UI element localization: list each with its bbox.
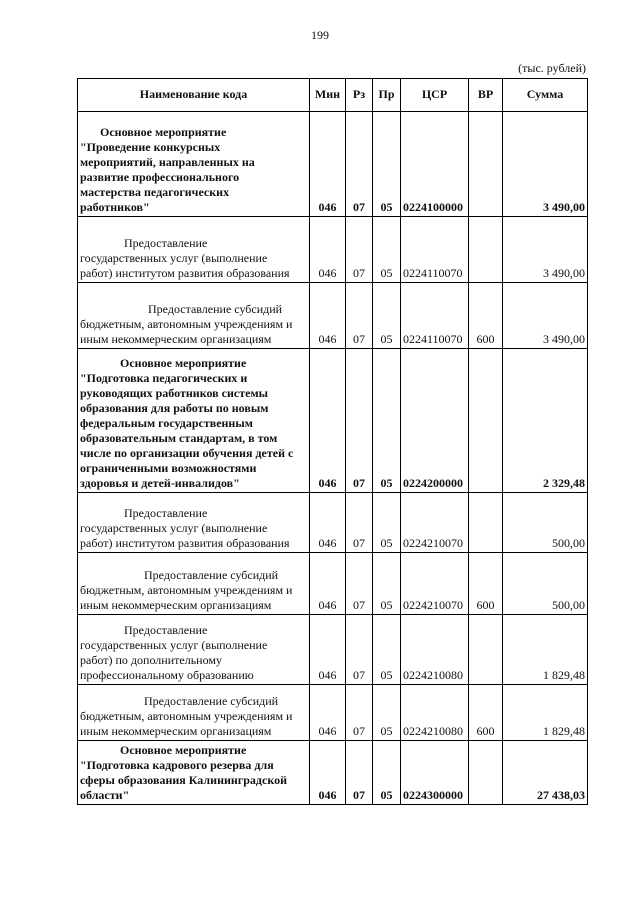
row-pr-cell: 05 bbox=[373, 493, 401, 553]
budget-table bbox=[77, 78, 588, 805]
row-name-line: иным некоммерческим организациям bbox=[80, 332, 272, 346]
row-vr-cell bbox=[469, 112, 503, 217]
row-name-line: Основное мероприятие bbox=[120, 356, 247, 370]
table-row bbox=[78, 217, 588, 283]
row-csr-cell: 0224110070 bbox=[401, 283, 469, 349]
table-row bbox=[78, 553, 588, 615]
row-csr-cell: 0224210070 bbox=[401, 553, 469, 615]
row-name-line: федеральным государственным bbox=[80, 416, 253, 430]
row-sum-cell: 500,00 bbox=[503, 493, 588, 553]
row-min-cell: 046 bbox=[310, 615, 346, 685]
row-sum-cell: 3 490,00 bbox=[503, 217, 588, 283]
row-pr-cell: 05 bbox=[373, 217, 401, 283]
row-vr-cell bbox=[469, 217, 503, 283]
row-name-line: бюджетным, автономным учреждениям и bbox=[80, 317, 293, 331]
row-vr-cell: 600 bbox=[469, 283, 503, 349]
row-csr-cell: 0224200000 bbox=[401, 349, 469, 493]
row-vr-cell bbox=[469, 493, 503, 553]
row-name-line: бюджетным, автономным учреждениям и bbox=[80, 709, 293, 723]
row-csr-cell: 0224210080 bbox=[401, 615, 469, 685]
row-rz-cell: 07 bbox=[346, 493, 373, 553]
row-name-cell bbox=[78, 112, 310, 217]
table-row bbox=[78, 741, 588, 805]
row-name-line: работ) институтом развития образования bbox=[80, 536, 290, 550]
row-csr-cell: 0224300000 bbox=[401, 741, 469, 805]
row-name-cell bbox=[78, 493, 310, 553]
row-rz-cell: 07 bbox=[346, 685, 373, 741]
row-pr-cell: 05 bbox=[373, 741, 401, 805]
row-vr-cell: 600 bbox=[469, 685, 503, 741]
row-vr-cell bbox=[469, 741, 503, 805]
row-rz-cell: 07 bbox=[346, 112, 373, 217]
row-name-line: Предоставление субсидий bbox=[148, 302, 283, 316]
row-min-cell: 046 bbox=[310, 217, 346, 283]
table-header-row bbox=[78, 79, 588, 112]
row-name-line: работ) по дополнительному bbox=[80, 653, 222, 667]
row-vr-cell bbox=[469, 349, 503, 493]
table-row bbox=[78, 615, 588, 685]
row-sum-cell: 3 490,00 bbox=[503, 112, 588, 217]
header-rz: Рз bbox=[346, 79, 373, 112]
row-pr-cell: 05 bbox=[373, 615, 401, 685]
row-name-line: Предоставление субсидий bbox=[144, 568, 279, 582]
row-min-cell: 046 bbox=[310, 741, 346, 805]
row-name-line: государственных услуг (выполнение bbox=[80, 638, 268, 652]
row-name-line: бюджетным, автономным учреждениям и bbox=[80, 583, 293, 597]
row-name-line: здоровья и детей-инвалидов" bbox=[80, 476, 240, 490]
page-number: 199 bbox=[311, 28, 329, 42]
row-rz-cell: 07 bbox=[346, 283, 373, 349]
header-csr: ЦСР bbox=[401, 79, 469, 112]
row-name-line: образования для работы по новым bbox=[80, 401, 269, 415]
table-row bbox=[78, 349, 588, 493]
row-rz-cell: 07 bbox=[346, 553, 373, 615]
row-name-line: Основное мероприятие bbox=[100, 125, 227, 139]
row-name-line: числе по организации обучения детей с bbox=[80, 446, 294, 460]
row-name-cell bbox=[78, 349, 310, 493]
row-name-line: развитие профессионального bbox=[80, 170, 240, 184]
row-min-cell: 046 bbox=[310, 112, 346, 217]
row-pr-cell: 05 bbox=[373, 112, 401, 217]
row-pr-cell: 05 bbox=[373, 553, 401, 615]
header-sum: Сумма bbox=[503, 79, 588, 112]
row-name-line: иным некоммерческим организациям bbox=[80, 724, 272, 738]
row-name-line: иным некоммерческим организациям bbox=[80, 598, 272, 612]
row-min-cell: 046 bbox=[310, 553, 346, 615]
row-vr-cell bbox=[469, 615, 503, 685]
row-rz-cell: 07 bbox=[346, 741, 373, 805]
row-vr-cell: 600 bbox=[469, 553, 503, 615]
row-min-cell: 046 bbox=[310, 493, 346, 553]
header-pr: Пр bbox=[373, 79, 401, 112]
header-min: Мин bbox=[310, 79, 346, 112]
row-name-line: Предоставление субсидий bbox=[144, 694, 279, 708]
row-rz-cell: 07 bbox=[346, 217, 373, 283]
row-name-line: профессиональному образованию bbox=[80, 668, 254, 682]
row-name-line: ограниченными возможностями bbox=[80, 461, 257, 475]
row-min-cell: 046 bbox=[310, 349, 346, 493]
row-name-cell bbox=[78, 615, 310, 685]
row-sum-cell: 2 329,48 bbox=[503, 349, 588, 493]
row-csr-cell: 0224100000 bbox=[401, 112, 469, 217]
row-name-line: области" bbox=[80, 788, 130, 802]
row-name-line: Предоставление bbox=[124, 506, 208, 520]
row-name-line: "Подготовка педагогических и bbox=[80, 371, 248, 385]
row-rz-cell: 07 bbox=[346, 615, 373, 685]
row-sum-cell: 3 490,00 bbox=[503, 283, 588, 349]
header-vr: ВР bbox=[469, 79, 503, 112]
row-sum-cell: 1 829,48 bbox=[503, 685, 588, 741]
row-name-line: мастерства педагогических bbox=[80, 185, 230, 199]
row-name-line: работ) институтом развития образования bbox=[80, 266, 290, 280]
row-name-cell bbox=[78, 685, 310, 741]
row-name-line: работников" bbox=[80, 200, 150, 214]
row-name-line: "Проведение конкурсных bbox=[80, 140, 221, 154]
row-name-line: "Подготовка кадрового резерва для bbox=[80, 758, 274, 772]
row-name-line: Предоставление bbox=[124, 623, 208, 637]
table-body bbox=[78, 112, 588, 805]
row-name-line: государственных услуг (выполнение bbox=[80, 521, 268, 535]
row-name-cell bbox=[78, 553, 310, 615]
row-name-cell bbox=[78, 741, 310, 805]
row-min-cell: 046 bbox=[310, 685, 346, 741]
table-row bbox=[78, 685, 588, 741]
row-name-line: сферы образования Калининградской bbox=[80, 773, 287, 787]
header-name: Наименование кода bbox=[78, 79, 310, 112]
row-name-line: государственных услуг (выполнение bbox=[80, 251, 268, 265]
row-min-cell: 046 bbox=[310, 283, 346, 349]
row-pr-cell: 05 bbox=[373, 685, 401, 741]
row-name-line: мероприятий, направленных на bbox=[80, 155, 255, 169]
row-sum-cell: 27 438,03 bbox=[503, 741, 588, 805]
row-name-line: Предоставление bbox=[124, 236, 208, 250]
row-csr-cell: 0224210070 bbox=[401, 493, 469, 553]
row-name-cell bbox=[78, 217, 310, 283]
row-name-line: руководящих работников системы bbox=[80, 386, 268, 400]
row-name-cell bbox=[78, 283, 310, 349]
units-label: (тыс. рублей) bbox=[518, 61, 586, 75]
row-rz-cell: 07 bbox=[346, 349, 373, 493]
row-name-line: образовательным стандартам, в том bbox=[80, 431, 278, 445]
row-csr-cell: 0224110070 bbox=[401, 217, 469, 283]
row-csr-cell: 0224210080 bbox=[401, 685, 469, 741]
table-row bbox=[78, 283, 588, 349]
table-row bbox=[78, 493, 588, 553]
table-row bbox=[78, 112, 588, 217]
row-pr-cell: 05 bbox=[373, 349, 401, 493]
row-sum-cell: 500,00 bbox=[503, 553, 588, 615]
row-sum-cell: 1 829,48 bbox=[503, 615, 588, 685]
row-pr-cell: 05 bbox=[373, 283, 401, 349]
row-name-line: Основное мероприятие bbox=[120, 743, 247, 757]
